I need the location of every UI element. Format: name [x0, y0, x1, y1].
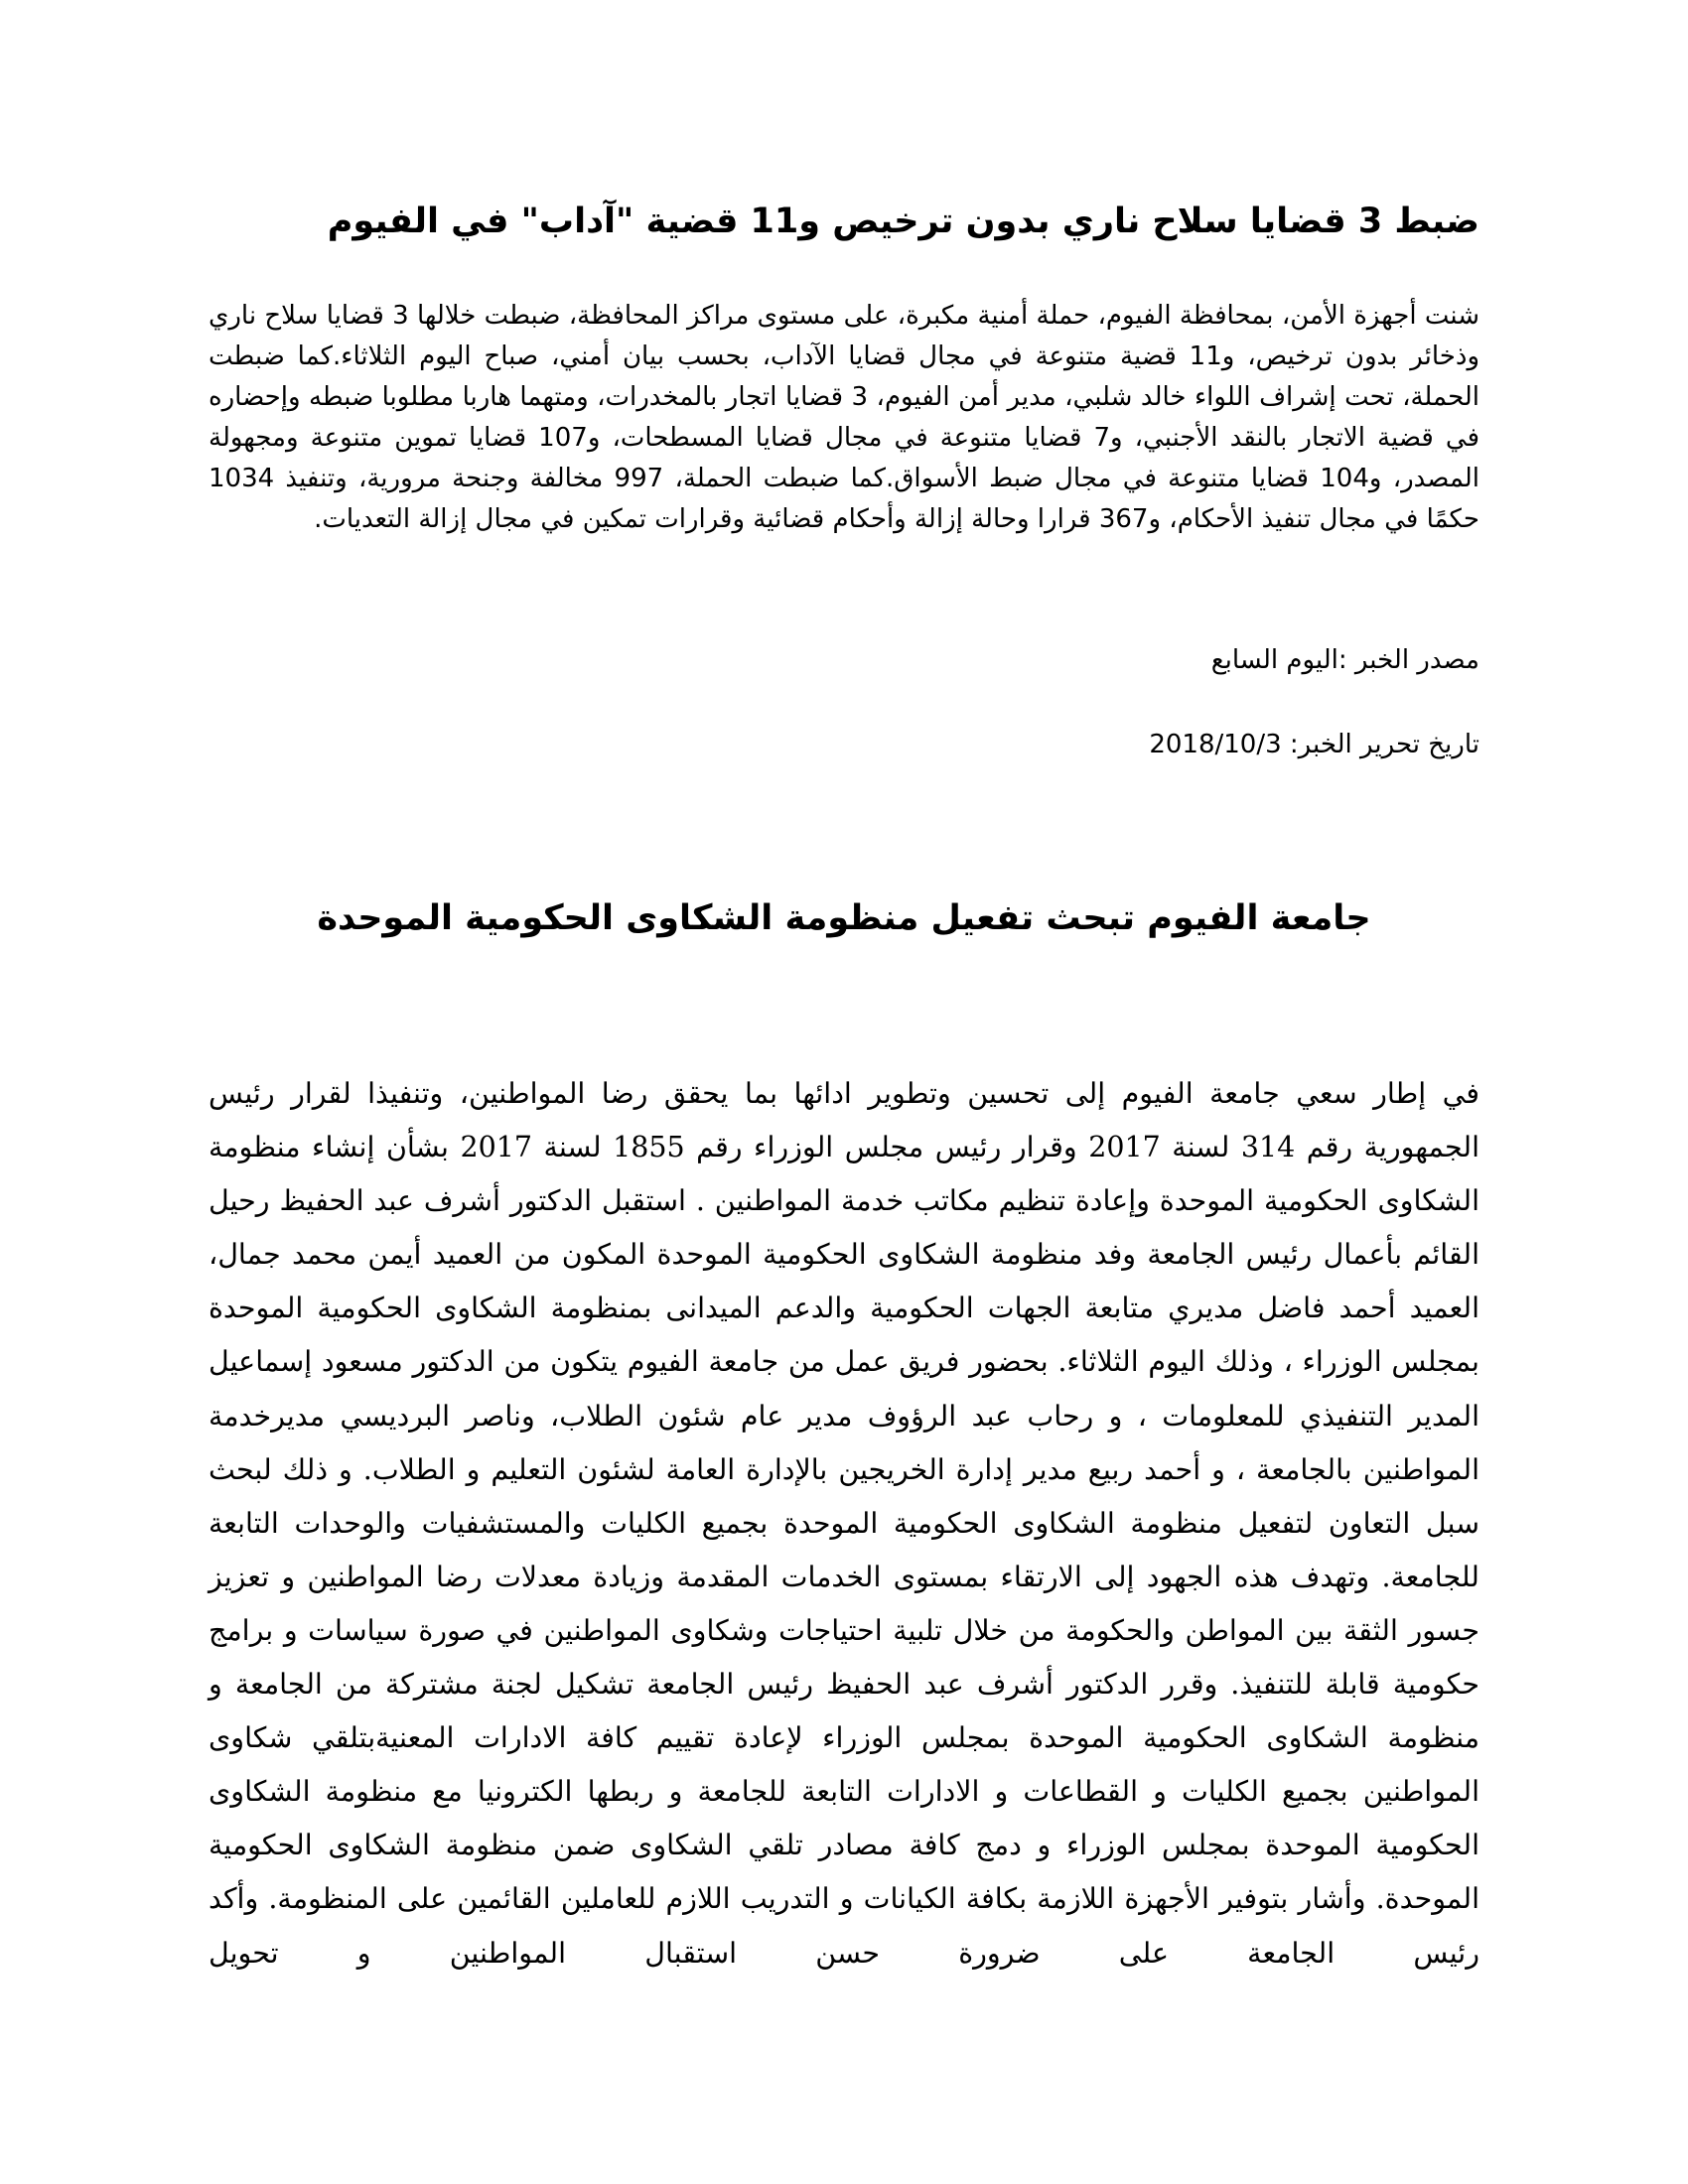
article-2-body: في إطار سعي جامعة الفيوم إلى تحسين وتطوير ادائها بما يحقق رضا المواطنين، وتنفيذا لقرار رئيس الجمهورية رقم 314 لسنة 2017 وقرار رئيس مجلس الوزراء رقم 1855 لسنة 2017 بشأن إنشاء منظومة الشكاوى الحكومية الموحدة وإعادة تنظيم مكاتب خدمة المواطنين . استقبل الدكتور أشرف عبد الحفيظ رحيل القائم بأعمال رئيس الجامعة وفد منظومة الشكاوى الحكومية الموحدة المكون من العميد أيمن محمد جمال، العميد أحمد فاضل مديري متابعة الجهات الحكومية والدعم الميدانى بمنظومة الشكاوى الحكومية الموحدة بمجلس الوزراء ، وذلك اليوم الثلاثاء. بحضور فريق عمل من جامعة الفيوم يتكون من الدكتور مسعود إسماعيل المدير التنفيذي للمعلومات ، و رحاب عبد الرؤوف مدير عام شئون الطلاب، وناصر البرديسي مديرخدمة المواطنين بالجامعة ، و أحمد ربيع مدير إدارة الخريجين بالإدارة العامة لشئون التعليم و الطلاب. و ذلك لبحث سبل التعاون لتفعيل منظومة الشكاوى الحكومية الموحدة بجميع الكليات والمستشفيات والوحدات التابعة للجامعة. وتهدف هذه الجهود إلى الارتقاء بمستوى الخدمات المقدمة وزيادة معدلات رضا المواطنين و تعزيز جسور الثقة بين المواطن والحكومة من خلال تلبية احتياجات وشكاوى المواطنين في صورة سياسات و برامج حكومية قابلة للتنفيذ. وقرر الدكتور أشرف عبد الحفيظ رئيس الجامعة تشكيل لجنة مشتركة من الجامعة و منظومة الشكاوى الحكومية الموحدة بمجلس الوزراء لإعادة تقييم كافة الادارات المعنيةبتلقي شكاوى المواطنين بجميع الكليات و القطاعات و الادارات التابعة للجامعة و ربطها الكترونيا مع منظومة الشكاوى الحكومية الموحدة بمجلس الوزراء و دمج كافة مصادر تلقي الشكاوى ضمن منظومة الشكاوى الحكومية الموحدة. وأشار بتوفير الأجهزة اللازمة بكافة الكيانات و التدريب اللازم للعاملين القائمين على المنظومة. وأكد رئيس الجامعة على ضرورة حسن استقبال المواطنين و تحويل — [209, 1077, 1480, 1970]
article-2-headline: جامعة الفيوم تبحث تفعيل منظومة الشكاوى الحكومية الموحدة — [317, 898, 1371, 938]
article-1-headline: ضبط 3 قضايا سلاح ناري بدون ترخيص و11 قضية "آداب" في الفيوم — [327, 202, 1479, 241]
article-1-date: تاريخ تحرير الخبر: 2018/10/3 — [1149, 730, 1479, 759]
article-1-body: شنت أجهزة الأمن، بمحافظة الفيوم، حملة أمنية مكبرة، على مستوى مراكز المحافظة، ضبطت خلالها 3 قضايا سلاح ناري وذخائر بدون ترخيص، و11 قضية متنوعة في مجال قضايا الآداب، بحسب بيان أمني، صباح اليوم الثلاثاء.كما ضبطت الحملة، تحت إشراف اللواء خالد شلبي، مدير أمن الفيوم، 3 قضايا اتجار بالمخدرات، ومتهما هاربا مطلوبا ضبطه وإحضاره في قضية الاتجار بالنقد الأجنبي، و7 قضايا متنوعة في مجال قضايا المسطحات، و107 قضايا تموين متنوعة ومجهولة المصدر، و104 قضايا متنوعة في مجال ضبط الأسواق.كما ضبطت الحملة، 997 مخالفة وجنحة مرورية، وتنفيذ 1034 حكمًا في مجال تنفيذ الأحكام، و367 قرارا وحالة إزالة وأحكام قضائية وقرارات تمكين في مجال إزالة التعديات. — [209, 301, 1480, 534]
article-1-source: مصدر الخبر :اليوم السابع — [1210, 645, 1479, 675]
